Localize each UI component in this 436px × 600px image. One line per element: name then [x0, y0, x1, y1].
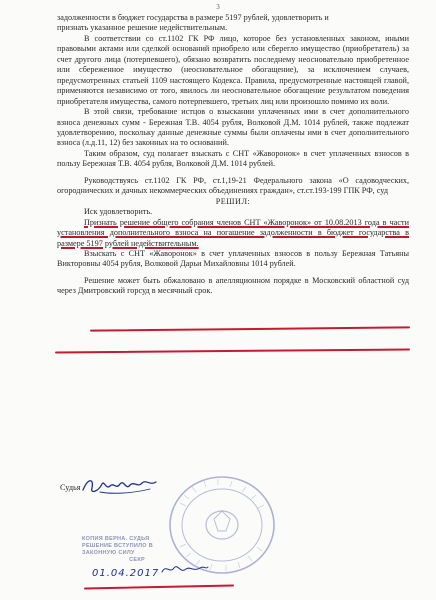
paragraph-guided-by: Руководствуясь ст.1102 ГК РФ, ст.1,19-21 Федерального закона «О садоводческих, огороднических и дачных некоммерческих объединениях граждан», ст.ст.193-199 ГПК РФ, суд [57, 175, 409, 196]
paragraph-continuation-2: признать указанное решение недействительным. [57, 23, 228, 33]
paragraph-claim-granted: Иск удовлетворить. [84, 207, 153, 217]
signature-icon [80, 472, 160, 498]
secretary-signature-icon [160, 560, 210, 578]
copy-stamp: КОПИЯ ВЕРНА. СУДЬЯ РЕШЕНИЕ ВСТУПИЛО В ЗАКОННУЮ СИЛУ СЕКР [82, 536, 153, 563]
paragraph-conclusion: Таким образом, суд полагает взыскать с СНТ «Жаворонок» в счет уплаченных взносов в пользу Бережная Т.В. 4054 рубля, Волковой Д.М. 1014 рублей. [57, 148, 409, 169]
page-number: 3 [216, 3, 220, 11]
paragraph-continuation-1: задолженности в бюджет государства в размере 5197 рублей, удовлетворить и [57, 13, 329, 22]
red-underline-mark [90, 326, 410, 331]
document-body [57, 13, 409, 297]
red-underline-mark [84, 584, 234, 589]
paragraph-claim-refund: В этой связи, требование истцов о взыскании уплаченных ими в счет дополнительного взноса денежных сумм - Бережная Т.В. 4054 рубля, Волковой Д.М. 1014 рублей, также подлежат удовлетворению, поскольку данные денежные суммы были оплачены ими в счет дополнительного взноса (л.д.11, 12) без законных на то оснований. [57, 107, 409, 148]
paragraph-appeal: Решение может быть обжаловано в апелляционном порядке в Московский областной суд через Дмитровский горсуд в месячный срок. [57, 275, 409, 296]
paragraph-article-1102: В соответствии со ст.1102 ГК РФ лицо, которое без установленных законом, иными правовыми актами или сделкой оснований приобрело или сберегло имущество (приобретатель) за счет другого лица (потерпевшего), обязано возвратить последнему неосновательно приобретенное или сбереженное имущество (неосновательное обогащение), за исключением случаев, предусмотренных статьей 1109 настоящего Кодекса. Правила, предусмотренные настоящей главой, применяются независимо от того, явилось ли неосновательное обогащение результатом поведения приобретателя имущества, самого потерпевшего, третьих лиц или произошло помимо их воли. [57, 33, 409, 106]
decision-heading: РЕШИЛ: [215, 196, 251, 206]
signature-label: Судья [60, 483, 81, 492]
handwritten-date: 01.04.2017 [92, 568, 160, 579]
red-underline-mark [55, 348, 410, 353]
paragraph-recover-funds: Взыскать с СНТ «Жаворонок» в счет уплаченных взносов в пользу Бережная Татьяны Викторовны 4054 рубля, Волковой Дарьи Михайловны 1014 рублей. [57, 248, 409, 269]
paragraph-invalidate-decision: Признать решение общего собрания членов СНТ «Жаворонок» от 10.08.2013 года в части установления дополнительного взноса на погашение задолженности в бюджет государства в размере 5197 рублей недействительным. [57, 217, 409, 248]
